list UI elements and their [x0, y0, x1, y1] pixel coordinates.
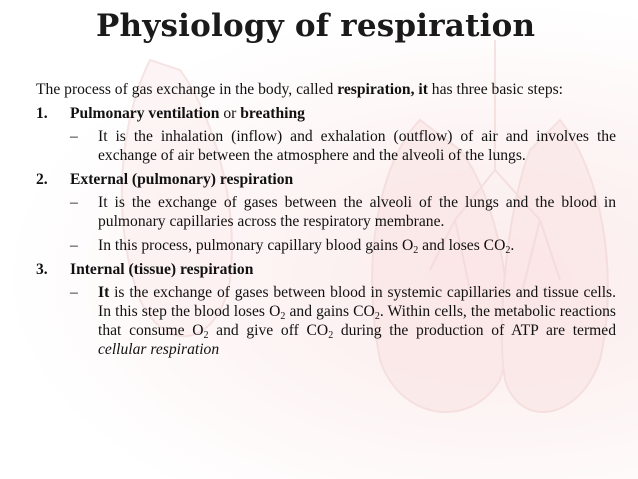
step-2-number: 2.	[36, 171, 48, 188]
step-2-heading	[36, 170, 616, 189]
slide-body	[36, 80, 616, 364]
subscript: 2	[505, 245, 511, 256]
step-2-point-2-text-2: and loses CO	[418, 237, 506, 254]
step-1-title-a: Pulmonary ventilation	[70, 105, 220, 122]
subscript: 2	[374, 311, 380, 322]
step-3-point-1-text-1: is the exchange of gases between blood in systemic capillaries and tissue cells. In this step the blood loses O	[98, 284, 616, 320]
intro-text-a: The process of gas exchange in the body, called	[36, 81, 338, 98]
bullet-dash: –	[70, 237, 78, 254]
step-2-point-1-text: It is the exchange of gases between the alveoli of the lungs and the blood in pulmonary capillaries across the respiratory membrane.	[98, 194, 616, 230]
subscript: 2	[413, 245, 419, 256]
step-3-point-1-text-5: during the production of ATP are termed	[333, 322, 616, 339]
step-3-heading	[36, 260, 616, 279]
subscript: 2	[328, 330, 334, 341]
step-1-number: 1.	[36, 105, 48, 122]
step-3-point-1	[36, 283, 616, 359]
step-2-point-2-text-3: .	[510, 237, 515, 254]
slide-title: Physiology of respiration	[96, 8, 536, 44]
subscript: 2	[280, 311, 286, 322]
step-3-number: 3.	[36, 261, 48, 278]
subscript: 2	[203, 330, 209, 341]
step-1-point-1-text: It is the inhalation (inflow) and exhalation (outflow) of air and involves the exchange of air between the atmosphere and the alveoli of the lungs.	[98, 128, 616, 164]
step-1-point-1	[36, 127, 616, 165]
step-3-point-1-text-3: . Within cells, the metabolic reactions that consume O	[98, 303, 616, 339]
step-3-title: Internal (tissue) respiration	[70, 261, 254, 278]
intro-bold: respiration, it	[337, 81, 428, 98]
step-3-point-1-text-2: and gains CO	[285, 303, 375, 320]
step-2-point-2-text-1: In this process, pulmonary capillary blood gains O	[98, 237, 414, 254]
step-2-point-2	[36, 236, 616, 255]
step-2-point-1	[36, 193, 616, 231]
step-2-title: External (pulmonary) respiration	[70, 171, 294, 188]
step-3-point-1-italic: cellular respiration	[98, 341, 220, 358]
step-3-point-1-lead: It	[98, 284, 110, 301]
bullet-dash: –	[70, 194, 78, 211]
bullet-dash: –	[70, 284, 78, 301]
step-1-title-c: breathing	[240, 105, 305, 122]
intro-text-c: has three basic steps:	[427, 81, 564, 98]
step-3-point-1-text-4: and give off CO	[208, 322, 329, 339]
step-1-title-b: or	[219, 105, 241, 122]
intro-paragraph	[36, 80, 616, 99]
bullet-dash: –	[70, 128, 78, 145]
step-1-heading	[36, 104, 616, 123]
